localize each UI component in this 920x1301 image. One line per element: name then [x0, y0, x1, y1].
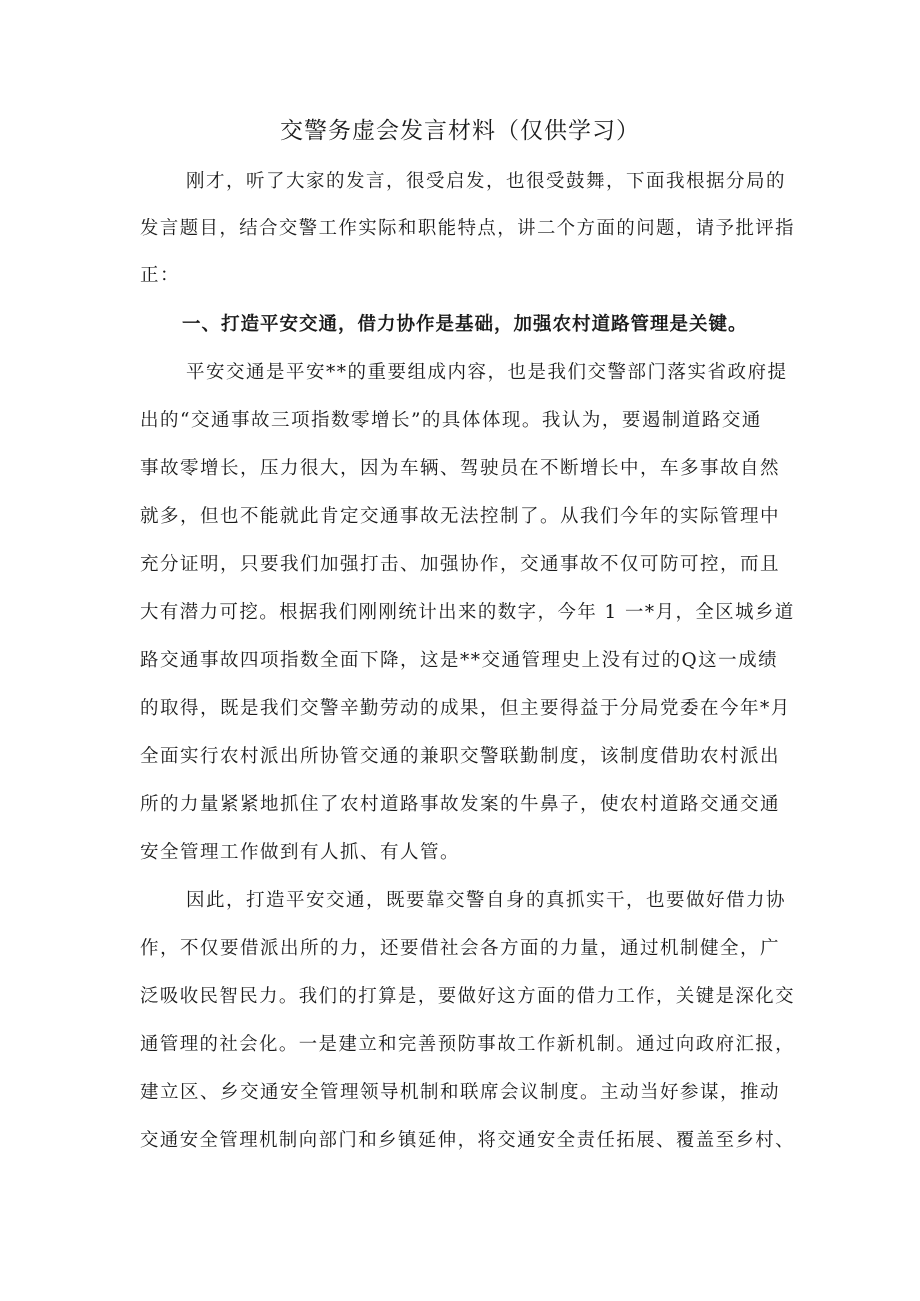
paragraph-line: 的取得，既是我们交警辛勤劳动的成果，但主要得益于分局党委在今年*月	[140, 698, 791, 719]
paragraph-line: 充分证明，只要我们加强打击、加强协作，交通事故不仅可防可控，而且	[140, 554, 781, 575]
paragraph-line: 就多，但也不能就此肯定交通事故无法控制了。从我们今年的实际管理中	[140, 506, 781, 527]
paragraph-line: 安全管理工作做到有人抓、有人管。	[140, 842, 461, 863]
section-heading: 一、打造平安交通，借力协作是基础，加强农村道路管理是关键。	[182, 314, 748, 335]
paragraph-line: 通管理的社会化。一是建立和完善预防事故工作新机制。通过向政府汇报，	[140, 1034, 795, 1055]
paragraph-line: 交通安全管理机制向部门和乡镇延伸，将交通安全责任拓展、覆盖至乡村、	[140, 1130, 795, 1151]
paragraph-line: 所的力量紧紧地抓住了农村道路事故发案的牛鼻子，使农村道路交通交通	[140, 794, 781, 815]
paragraph-line: 作，不仅要借派出所的力，还要借社会各方面的力量，通过机制健全，广	[140, 938, 781, 959]
paragraph-line: 全面实行农村派出所协管交通的兼职交警联勤制度，该制度借助农村派出	[140, 746, 781, 767]
paragraph-line: 大有潜力可挖。根据我们刚刚统计出来的数字，今年 1 一*月，全区城乡道	[140, 602, 795, 623]
intro-line: 发言题目，结合交警工作实际和职能特点，讲二个方面的问题，请予批评指	[140, 218, 795, 239]
paragraph-line: 因此，打造平安交通，既要靠交警自身的真抓实干，也要做好借力协	[186, 890, 787, 911]
intro-line: 刚才，听了大家的发言，很受启发，也很受鼓舞，下面我根据分局的	[186, 171, 787, 192]
paragraph-line: 路交通事故四项指数全面下降，这是**交通管理史上没有过的Q这一成绩	[140, 650, 779, 671]
intro-line: 正：	[140, 265, 181, 286]
document-title: 交警务虚会发言材料（仅供学习）	[280, 118, 640, 144]
paragraph-line: 建立区、乡交通安全管理领导机制和联席会议制度。主动当好参谋，推动	[140, 1082, 781, 1103]
paragraph-line: 平安交通是平安**的重要组成内容，也是我们交警部门落实省政府提	[186, 362, 788, 383]
paragraph-line: 出的“交通事故三项指数零增长”的具体体现。我认为，要遏制道路交通	[140, 410, 762, 431]
paragraph-line: 泛吸收民智民力。我们的打算是，要做好这方面的借力工作，关键是深化交	[140, 986, 795, 1007]
paragraph-line: 事故零增长，压力很大，因为车辆、驾驶员在不断增长中，车多事故自然	[140, 458, 781, 479]
